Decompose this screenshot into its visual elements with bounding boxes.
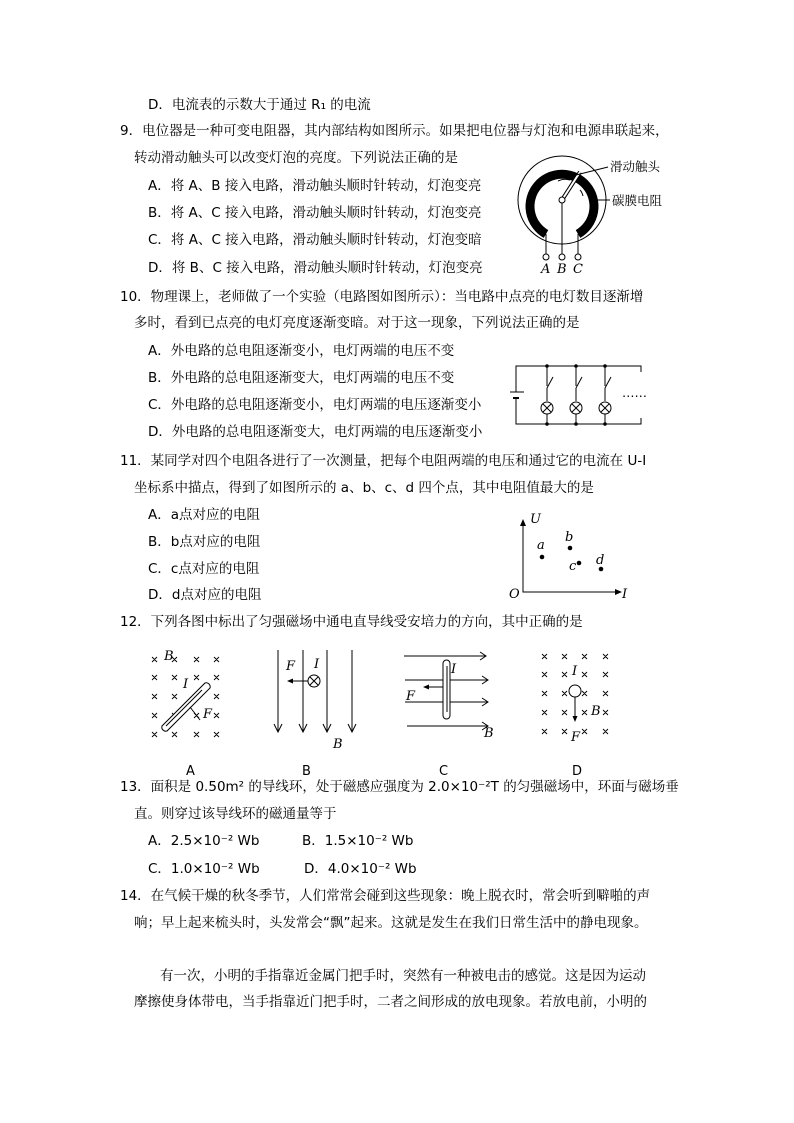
point-a-label: a	[537, 538, 545, 553]
q13-option-b: B．1.5×10⁻² Wb	[302, 833, 414, 849]
slider-label: 滑动触头	[610, 159, 661, 174]
fig-label-a: A	[186, 764, 195, 779]
q9-option-c: C．将 A、C 接入电路，滑动触头顺时针转动，灯泡变暗	[148, 232, 482, 248]
q11-option-a: A．a点对应的电阻	[148, 507, 261, 523]
paragraph-line-1: 有一次，小明的手指靠近金属门把手时，突然有一种被电击的感觉。这是因为运动	[160, 968, 646, 984]
u-axis-label: U	[530, 512, 541, 527]
fig-c-i: I	[451, 662, 457, 677]
q8-option-d: D．电流表的示数大于通过 R₁ 的电流	[148, 97, 371, 113]
fig-b-i: I	[314, 657, 320, 672]
q13-option-c: C．1.0×10⁻² Wb	[148, 861, 260, 877]
fig-c-f: F	[406, 689, 416, 704]
q10-option-c: C．外电路的总电阻逐渐变小，电灯两端的电压逐渐变小	[148, 397, 482, 413]
u-i-graph	[500, 505, 640, 605]
fig-b-f: F	[286, 659, 296, 674]
q9-option-d: D．将 B、C 接入电路，滑动触头顺时针转动，灯泡变亮	[148, 260, 483, 276]
fig-a-i: I	[183, 677, 189, 692]
terminal-a: A	[541, 262, 551, 277]
q10-option-b: B．外电路的总电阻逐渐变大，电灯两端的电压不变	[148, 370, 455, 386]
paragraph-line-2: 摩擦使身体带电，当手指靠近门把手时，二者之间形成的放电现象。若放电前，小明的	[134, 994, 647, 1010]
potentiometer-diagram	[500, 150, 663, 280]
point-b-label: b	[565, 530, 574, 545]
q11-stem: 11．某同学对四个电阻各进行了一次测量，把每个电阻两端的电压和通过它的电流在 U-I	[120, 453, 647, 469]
q10-stem-2: 多时，看到已点亮的电灯亮度逐渐变暗。对于这一现象，下列说法正确的是	[134, 315, 580, 331]
terminal-b: B	[557, 262, 567, 277]
fig-d-f: F	[571, 730, 581, 745]
point-d-label: d	[596, 553, 605, 568]
q9-option-b: B．将 A、C 接入电路，滑动触头顺时针转动，灯泡变亮	[148, 205, 482, 221]
ellipsis: ……	[622, 385, 647, 400]
fig-d-i: I	[572, 664, 578, 679]
q14-stem: 14．在气候干燥的秋冬季节，人们常常会碰到这些现象：晚上脱衣时，常会听到噼啪的声	[120, 888, 651, 904]
terminal-c: C	[573, 262, 583, 277]
q11-option-d: D．d点对应的电阻	[148, 587, 262, 603]
q9-stem-2: 转动滑动触头可以改变灯泡的亮度。下列说法正确的是	[134, 150, 458, 166]
q10-option-d: D．外电路的总电阻逐渐变大，电灯两端的电压逐渐变小	[148, 424, 483, 440]
point-c-label: c	[569, 559, 577, 574]
fig-c-b: B	[484, 726, 494, 741]
origin-label: O	[509, 587, 520, 602]
q10-stem: 10．物理课上，老师做了一个实验（电路图如图所示）：当电路中点亮的电灯数目逐渐增	[120, 289, 644, 305]
fig-a-f: F	[203, 707, 213, 722]
q11-option-b: B．b点对应的电阻	[148, 534, 261, 550]
fig-label-b: B	[302, 764, 311, 779]
fig-a-b: B	[164, 649, 174, 664]
fig-label-c: C	[439, 764, 449, 779]
q13-stem: 13．面积是 0.50m² 的导线环，处于磁感应强度为 2.0×10⁻²T 的匀强磁场中，环面与磁场垂	[120, 779, 679, 795]
i-axis-label: I	[622, 587, 628, 602]
q13-stem-2: 直。则穿过该导线环的磁通量等于	[134, 806, 337, 822]
q11-option-c: C．c点对应的电阻	[148, 561, 260, 577]
film-label: 碳膜电阻	[612, 193, 663, 208]
q10-option-a: A．外电路的总电阻逐渐变小，电灯两端的电压不变	[148, 343, 455, 359]
fig-b-b: B	[333, 737, 343, 752]
parallel-lamp-circuit	[500, 355, 660, 435]
q9-option-a: A．将 A、B 接入电路，滑动触头顺时针转动，灯泡变亮	[148, 178, 482, 194]
q11-stem-2: 坐标系中描点，得到了如图所示的 a、b、c、d 四个点，其中电阻值最大的是	[134, 480, 594, 496]
fig-d-b: B	[591, 704, 601, 719]
q13-option-d: D．4.0×10⁻² Wb	[304, 861, 417, 877]
q9-stem: 9．电位器是一种可变电阻器，其内部结构如图所示。如果把电位器与灯泡和电源串联起来，	[120, 123, 669, 139]
q14-stem-2: 响；早上起来梳头时，头发常会“飘”起来。这就是发生在我们日常生活中的静电现象。	[134, 915, 648, 931]
q13-option-a: A．2.5×10⁻² Wb	[148, 833, 260, 849]
q12-stem: 12．下列各图中标出了匀强磁场中通电直导线受安培力的方向，其中正确的是	[120, 614, 583, 630]
fig-label-d: D	[572, 764, 583, 779]
force-diagrams	[110, 640, 630, 780]
